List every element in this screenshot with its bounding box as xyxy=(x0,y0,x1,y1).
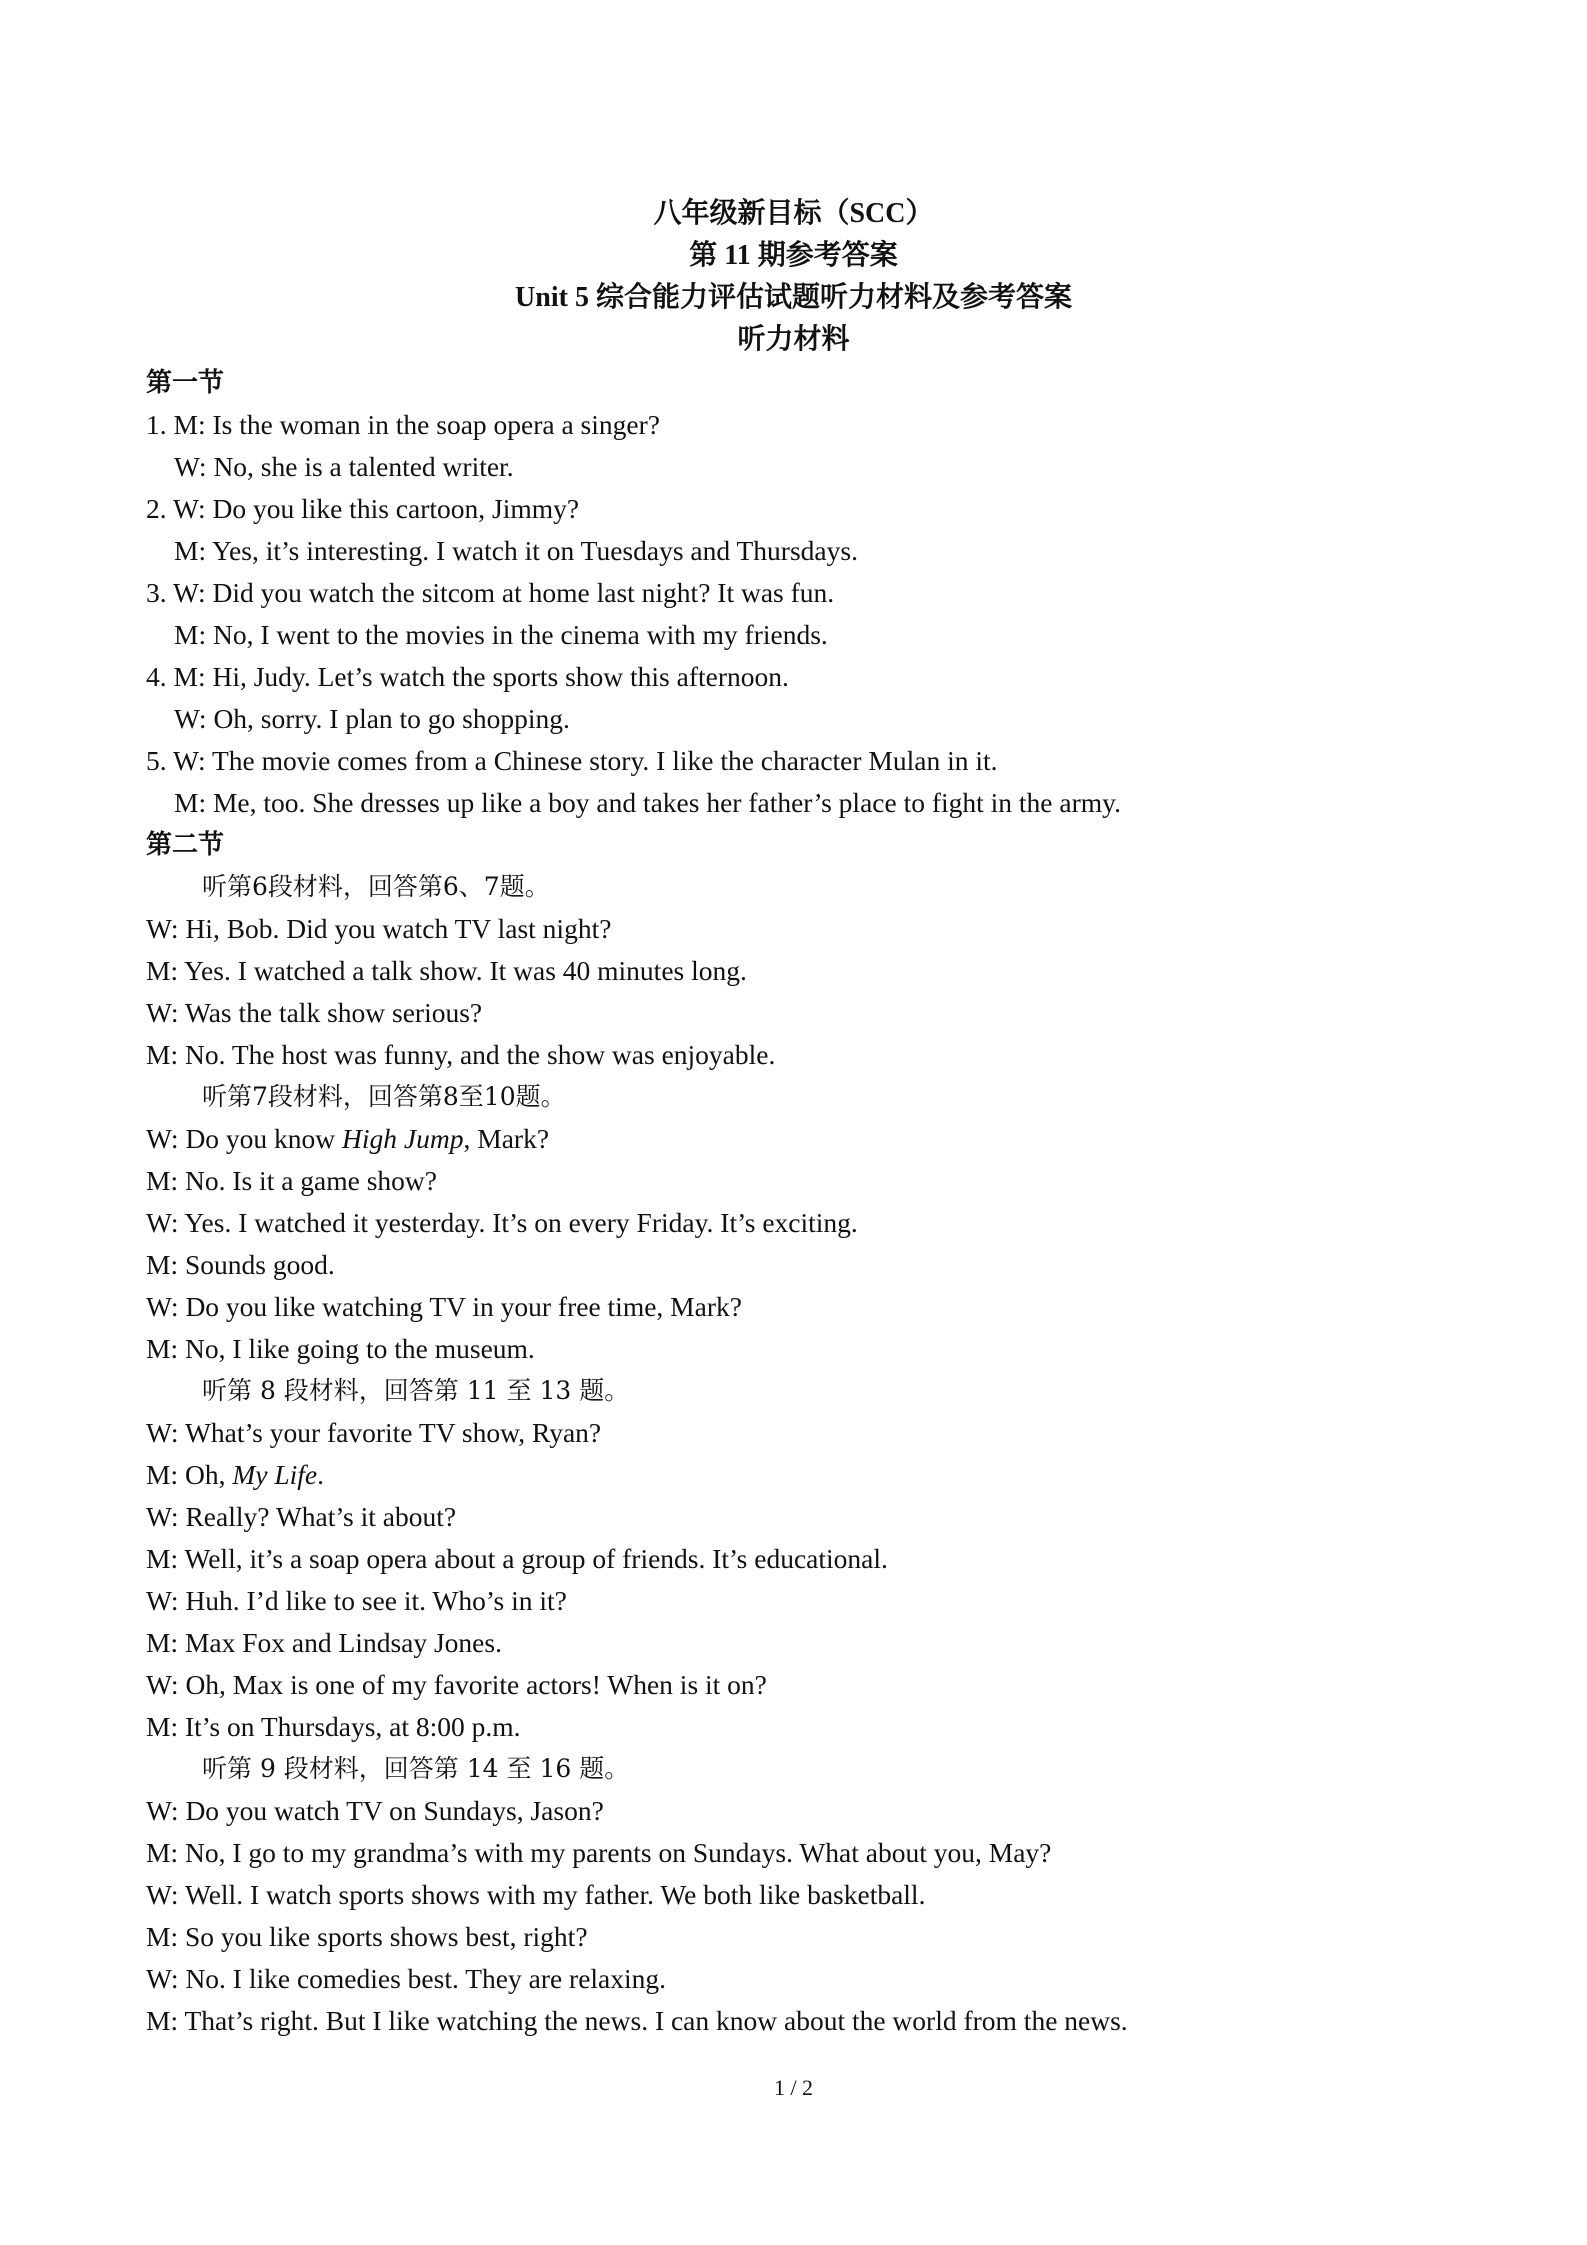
dialog-line: W: Do you like watching TV in your free time, Mark? xyxy=(146,1291,742,1322)
dialog-line: M: No. The host was funny, and the show was enjoyable. xyxy=(146,1039,776,1070)
passage-intro: 听第 9 段材料，回答第 14 至 16 题。 xyxy=(202,1754,630,1783)
dialog-line: W: Oh, sorry. I plan to go shopping. xyxy=(174,703,570,734)
dialog-line: M: Yes, it’s interesting. I watch it on Tuesdays and Thursdays. xyxy=(174,535,858,566)
dialog-line: M: It’s on Thursdays, at 8:00 p.m. xyxy=(146,1711,521,1742)
dialog-line: M: So you like sports shows best, right? xyxy=(146,1921,588,1952)
dialog-line: W: Do you watch TV on Sundays, Jason? xyxy=(146,1795,604,1826)
page-number: 1 / 2 xyxy=(773,2075,814,2100)
dialog-line: W: Oh, Max is one of my favorite actors! When is it on? xyxy=(146,1669,767,1700)
dialog-line: 4. M: Hi, Judy. Let’s watch the sports show this afternoon. xyxy=(146,661,789,692)
dialog-line xyxy=(146,1118,1446,1160)
dialog-line: W: Yes. I watched it yesterday. It’s on every Friday. It’s exciting. xyxy=(146,1207,858,1238)
dialog-line xyxy=(146,1454,1446,1496)
dialog-line: M: No, I go to my grandma’s with my parents on Sundays. What about you, May? xyxy=(146,1837,1052,1868)
dialog-line: W: No. I like comedies best. They are relaxing. xyxy=(146,1963,667,1994)
dialog-text: . xyxy=(317,1459,324,1490)
header-title: 八年级新目标（SCC） xyxy=(653,198,934,229)
dialog-text: , Mark? xyxy=(463,1123,550,1154)
show-title: High Jump xyxy=(342,1123,464,1154)
dialog-line: W: Well. I watch sports shows with my father. We both like basketball. xyxy=(146,1879,926,1910)
dialog-line: M: No. Is it a game show? xyxy=(146,1165,437,1196)
section-heading: 第二节 xyxy=(146,830,225,860)
section-heading: 第一节 xyxy=(146,368,225,398)
document-header xyxy=(0,193,1587,361)
dialog-line: 3. W: Did you watch the sitcom at home last night? It was fun. xyxy=(146,577,835,608)
dialog-line: M: Well, it’s a soap opera about a group of friends. It’s educational. xyxy=(146,1543,888,1574)
document-body xyxy=(146,362,1446,2042)
dialog-line: W: Was the talk show serious? xyxy=(146,997,483,1028)
dialog-line: 5. W: The movie comes from a Chinese story. I like the character Mulan in it. xyxy=(146,745,998,776)
dialog-line: W: Really? What’s it about? xyxy=(146,1501,457,1532)
passage-intro: 听第6段材料，回答第6、7题。 xyxy=(202,872,550,901)
header-listening-material: 听力材料 xyxy=(737,324,850,355)
dialog-line: M: That’s right. But I like watching the news. I can know about the world from the news. xyxy=(146,2005,1128,2036)
dialog-line: M: Yes. I watched a talk show. It was 40 minutes long. xyxy=(146,955,747,986)
show-title: My Life xyxy=(232,1459,318,1490)
passage-intro: 听第 8 段材料，回答第 11 至 13 题。 xyxy=(202,1376,630,1405)
dialog-line: W: What’s your favorite TV show, Ryan? xyxy=(146,1417,602,1448)
dialog-line: W: Hi, Bob. Did you watch TV last night? xyxy=(146,913,612,944)
dialog-line: M: No, I went to the movies in the cinema with my friends. xyxy=(174,619,828,650)
dialog-line: M: Me, too. She dresses up like a boy and takes her father’s place to fight in the army. xyxy=(174,787,1121,818)
dialog-line: M: Sounds good. xyxy=(146,1249,335,1280)
header-unit-title: Unit 5 综合能力评估试题听力材料及参考答案 xyxy=(515,282,1072,313)
dialog-line: M: No, I like going to the museum. xyxy=(146,1333,535,1364)
dialog-line: M: Max Fox and Lindsay Jones. xyxy=(146,1627,502,1658)
dialog-line: 1. M: Is the woman in the soap opera a singer? xyxy=(146,409,660,440)
header-issue: 第 11 期参考答案 xyxy=(689,240,898,271)
passage-intro: 听第7段材料，回答第8至10题。 xyxy=(202,1082,566,1111)
dialog-text: M: Oh, xyxy=(146,1459,233,1490)
dialog-line: W: No, she is a talented writer. xyxy=(174,451,514,482)
dialog-text: W: Do you know xyxy=(146,1123,343,1154)
dialog-line: W: Huh. I’d like to see it. Who’s in it? xyxy=(146,1585,567,1616)
dialog-line: 2. W: Do you like this cartoon, Jimmy? xyxy=(146,493,580,524)
